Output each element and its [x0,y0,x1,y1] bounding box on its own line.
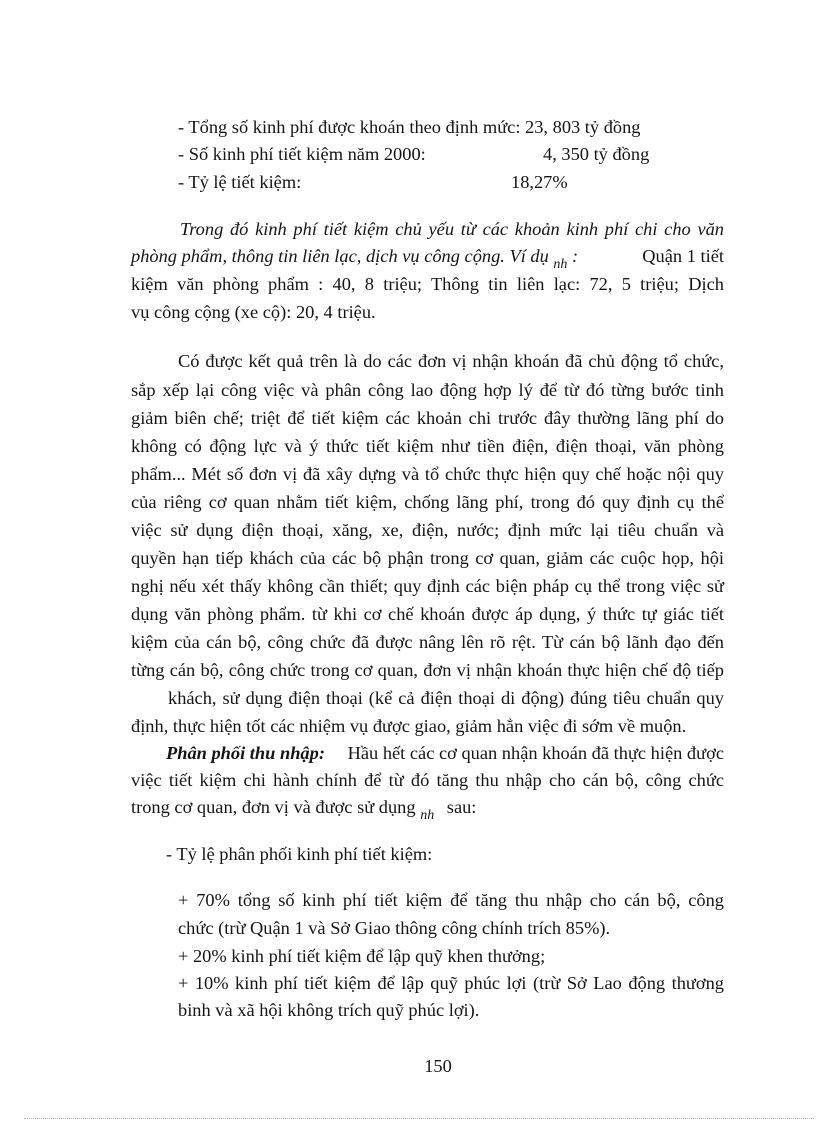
para3-line1 [166,742,724,764]
para3-line2: việc tiết kiệm chi hành chính để từ đó tăng thu nhập cho cán bộ, công chức [131,770,724,790]
stat-rate-value: 18,27% [511,172,568,192]
para3-line3-end: sau: [446,797,477,817]
para1-line2-abbrev: nh [553,257,568,272]
stat-rate-label: - Tỷ lệ tiết kiệm: [178,172,302,192]
distribution-title: - Tỷ lệ phân phối kinh phí tiết kiệm: [166,844,433,864]
para3-line3 [131,796,476,821]
page-number: 150 [424,1056,452,1076]
para1-line2 [131,245,724,270]
para2-line: khách, sử dụng điện thoại (kể cả điện thoại di động) đúng tiêu chuẩn quy [168,688,724,708]
distribution-item: + 20% kinh phí tiết kiệm để lập quỹ khen thưởng; [178,946,546,966]
stat-saved-label: - Số kinh phí tiết kiệm năm 2000: [178,144,426,164]
para2-line: định, thực hiện tốt các nhiệm vụ được giao, giảm hẳn việc đi sớm về muộn. [131,716,687,736]
distribution-item-cont: binh và xã hội không trích quỹ phúc lợi). [178,1000,480,1020]
para2-line: dụng văn phòng phẩm. từ khi cơ chế khoán được áp dụng, ý thức tự giác tiết [131,604,724,624]
section-heading: Phân phối thu nhập: [166,743,325,763]
para3-line1-rest: Hầu hết các cơ quan nhận khoán đã thực hiện được [347,743,724,763]
distribution-item-cont: chức (trừ Quận 1 và Sở Giao thông công chính trích 85%). [178,918,611,938]
para3-line3-text: trong cơ quan, đơn vị và được sử dụng [131,797,416,817]
para2-line: giảm biên chế; triệt để tiết kiệm các khoản chi trước đây thường lãng phí do [131,408,724,428]
para1-line4: vụ công cộng (xe cộ): 20, 4 triệu. [131,302,376,322]
para2-line: quyền hạn tiếp khách của các bộ phận trong cơ quan, giảm các cuộc họp, hội [131,548,724,568]
para2-line: nghị nếu xét thấy không cần thiết; quy định các biện pháp cụ thể trong việc sử [131,576,724,596]
para1-line1: Trong đó kinh phí tiết kiệm chủ yếu từ các khoản kinh phí chi cho văn [180,219,724,239]
para3-line3-abbrev: nh [420,808,435,823]
distribution-item: + 10% kinh phí tiết kiệm để lập quỹ phúc lợi (trừ Sở Lao động thương [178,973,724,993]
distribution-item: + 70% tổng số kinh phí tiết kiệm để tăng thu nhập cho cán bộ, công [178,890,724,910]
para2-line: Có được kết quả trên là do các đơn vị nhận khoán đã chủ động tổ chức, [178,351,724,371]
bottom-dotted-rule [24,1118,814,1119]
para1-line2-text: phòng phẩm, thông tin liên lạc, dịch vụ công cộng. Ví dụ [131,246,549,266]
para2-line: không có động lực và ý thức tiết kiệm như tiền điện, điện thoại, văn phòng [131,436,724,456]
para2-line: việc sử dụng điện thoại, xăng, xe, điện, nước; định mức lại tiêu chuẩn và [131,520,724,540]
para2-line: phẩm... Mét số đơn vị đã xây dựng và tổ chức thực hiện quy chế hoặc nội quy [131,464,724,484]
stat-saved-value: 4, 350 tỷ đồng [543,144,650,164]
para1-line2-colon: : [572,246,579,266]
para1-line2-end: Quận 1 tiết [642,246,724,266]
para2-line: của riêng cơ quan nhằm tiết kiệm, chống lãng phí, trong đó quy định cụ thể [131,492,724,512]
para2-line: sắp xếp lại công việc và phân công lao động hợp lý để từ đó từng bước tinh [131,380,724,400]
para2-line: kiệm của cán bộ, công chức đã được nâng lên rõ rệt. Từ cán bộ lãnh đạo đến [131,632,724,652]
para1-line3: kiệm văn phòng phẩm : 40, 8 triệu; Thông tin liên lạc: 72, 5 triệu; Dịch [131,274,724,294]
stat-total: - Tổng số kinh phí được khoán theo định mức: 23, 803 tỷ đồng [178,117,641,137]
para2-line: từng cán bộ, công chức trong cơ quan, đơn vị nhận khoán thực hiện chế độ tiếp [131,660,724,680]
